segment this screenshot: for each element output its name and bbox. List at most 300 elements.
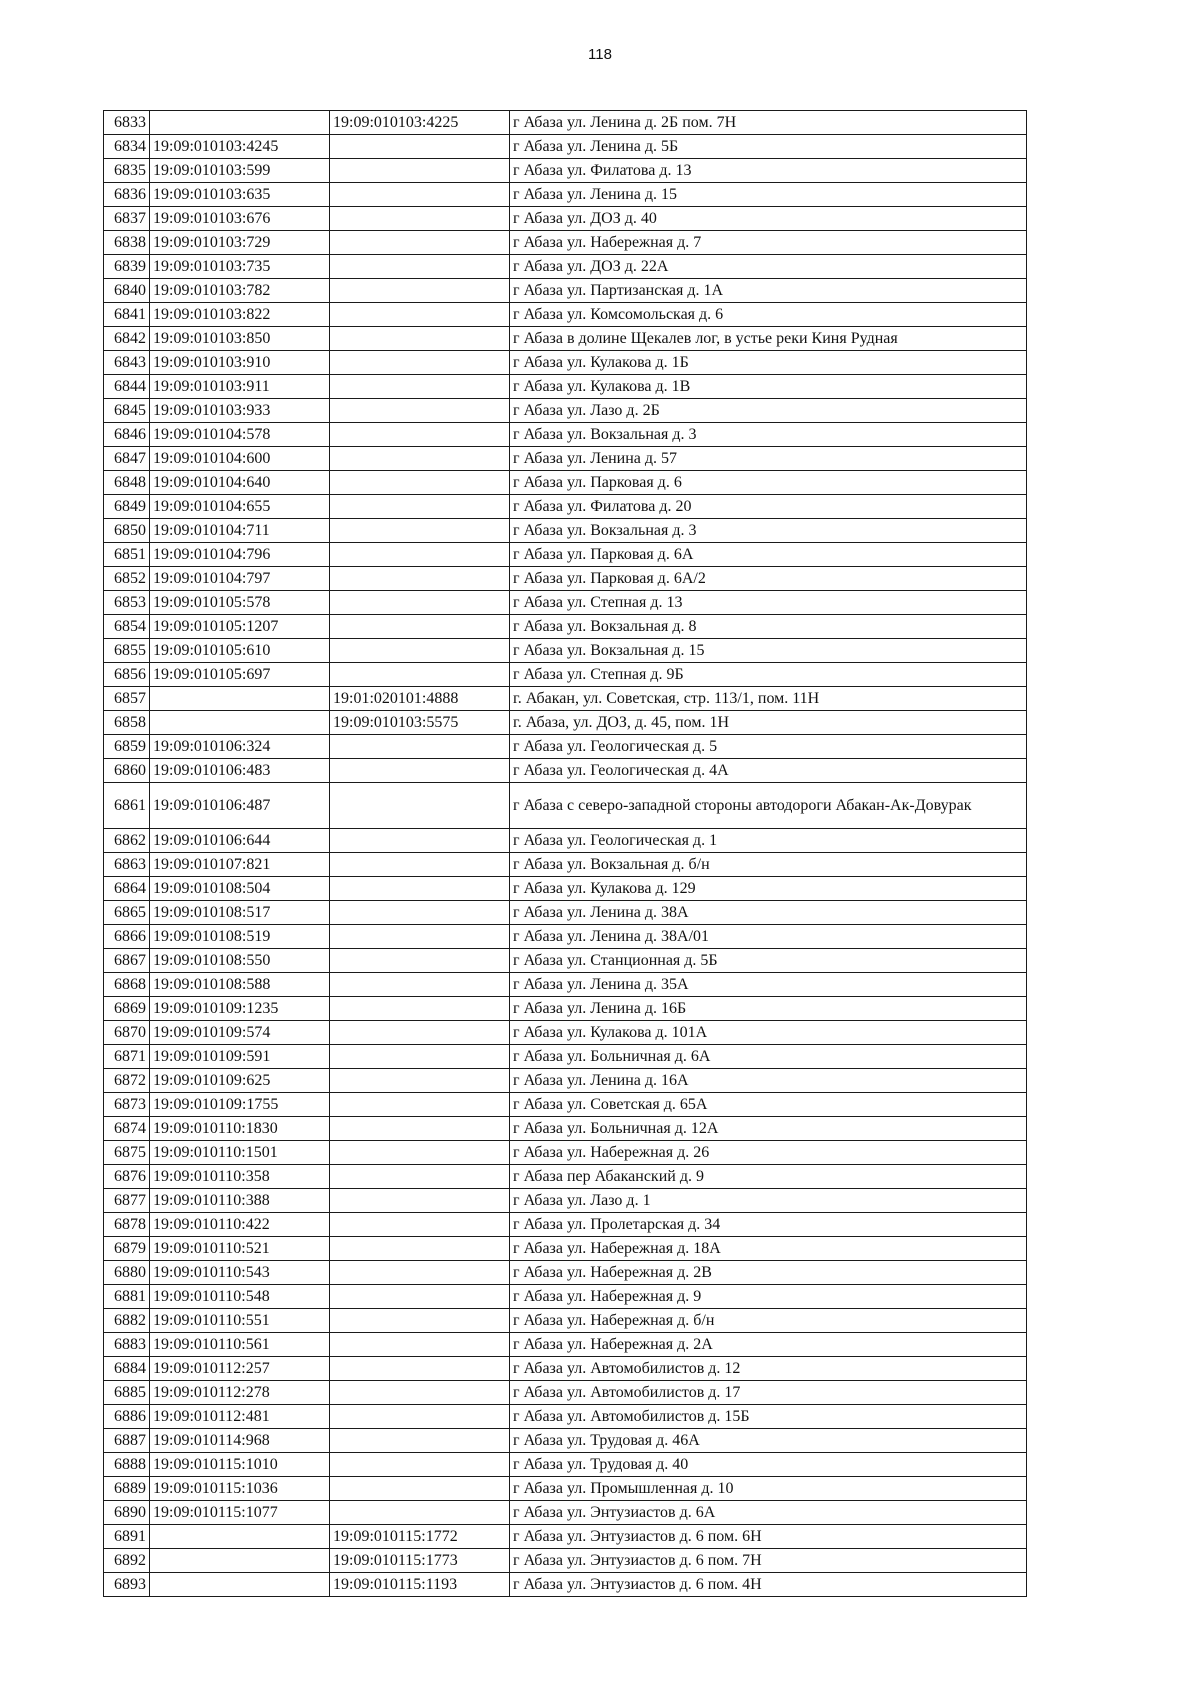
building-cadastral-number-cell	[330, 1333, 510, 1357]
land-cadastral-number-cell: 19:09:010109:574	[150, 1021, 330, 1045]
land-cadastral-number-cell: 19:09:010110:521	[150, 1237, 330, 1261]
land-cadastral-number-cell: 19:09:010104:655	[150, 495, 330, 519]
building-cadastral-number-cell	[330, 1117, 510, 1141]
address-cell: г Абаза ул. Набережная д. 9	[510, 1285, 1027, 1309]
table-row	[104, 351, 1027, 375]
address-cell: г Абаза ул. Кулакова д. 1Б	[510, 351, 1027, 375]
table-row	[104, 159, 1027, 183]
building-cadastral-number-cell	[330, 135, 510, 159]
building-cadastral-number-cell	[330, 783, 510, 829]
address-cell: г Абаза ул. Набережная д. 7	[510, 231, 1027, 255]
row-number-cell: 6866	[104, 925, 150, 949]
row-number-cell: 6876	[104, 1165, 150, 1189]
building-cadastral-number-cell	[330, 1309, 510, 1333]
land-cadastral-number-cell: 19:09:010105:697	[150, 663, 330, 687]
land-cadastral-number-cell: 19:09:010109:1235	[150, 997, 330, 1021]
address-cell: г Абаза ул. Автомобилистов д. 15Б	[510, 1405, 1027, 1429]
land-cadastral-number-cell: 19:09:010110:388	[150, 1189, 330, 1213]
address-cell: г Абаза ул. Геологическая д. 5	[510, 735, 1027, 759]
land-cadastral-number-cell: 19:09:010106:324	[150, 735, 330, 759]
building-cadastral-number-cell	[330, 303, 510, 327]
row-number-cell: 6892	[104, 1549, 150, 1573]
table-row	[104, 375, 1027, 399]
building-cadastral-number-cell	[330, 925, 510, 949]
building-cadastral-number-cell	[330, 183, 510, 207]
table-row	[104, 399, 1027, 423]
row-number-cell: 6868	[104, 973, 150, 997]
row-number-cell: 6870	[104, 1021, 150, 1045]
address-cell: г. Абаза, ул. ДОЗ, д. 45, пом. 1Н	[510, 711, 1027, 735]
table-row	[104, 1069, 1027, 1093]
building-cadastral-number-cell	[330, 1429, 510, 1453]
row-number-cell: 6857	[104, 687, 150, 711]
address-cell: г Абаза ул. Энтузиастов д. 6 пом. 6Н	[510, 1525, 1027, 1549]
page-number: 118	[588, 46, 612, 63]
building-cadastral-number-cell	[330, 1021, 510, 1045]
row-number-cell: 6860	[104, 759, 150, 783]
building-cadastral-number-cell	[330, 853, 510, 877]
row-number-cell: 6856	[104, 663, 150, 687]
registry-table-body	[104, 111, 1027, 1597]
land-cadastral-number-cell	[150, 711, 330, 735]
land-cadastral-number-cell: 19:09:010114:968	[150, 1429, 330, 1453]
address-cell: г Абаза ул. Автомобилистов д. 17	[510, 1381, 1027, 1405]
land-cadastral-number-cell: 19:09:010110:561	[150, 1333, 330, 1357]
address-cell: г Абаза ул. Вокзальная д. 3	[510, 519, 1027, 543]
building-cadastral-number-cell: 19:09:010103:4225	[330, 111, 510, 135]
building-cadastral-number-cell	[330, 255, 510, 279]
address-cell: г Абаза ул. Советская д. 65А	[510, 1093, 1027, 1117]
land-cadastral-number-cell: 19:09:010103:735	[150, 255, 330, 279]
table-row	[104, 543, 1027, 567]
row-number-cell: 6875	[104, 1141, 150, 1165]
table-row	[104, 1381, 1027, 1405]
table-row	[104, 207, 1027, 231]
land-cadastral-number-cell: 19:09:010112:257	[150, 1357, 330, 1381]
address-cell: г Абаза ул. Станционная д. 5Б	[510, 949, 1027, 973]
land-cadastral-number-cell: 19:09:010110:543	[150, 1261, 330, 1285]
building-cadastral-number-cell	[330, 829, 510, 853]
row-number-cell: 6848	[104, 471, 150, 495]
land-cadastral-number-cell: 19:09:010109:625	[150, 1069, 330, 1093]
land-cadastral-number-cell: 19:09:010103:599	[150, 159, 330, 183]
address-cell: г Абаза ул. Вокзальная д. 15	[510, 639, 1027, 663]
table-row	[104, 711, 1027, 735]
address-cell: г Абаза ул. Набережная д. 2В	[510, 1261, 1027, 1285]
building-cadastral-number-cell	[330, 207, 510, 231]
row-number-cell: 6853	[104, 591, 150, 615]
address-cell: г Абаза ул. Ленина д. 38А	[510, 901, 1027, 925]
row-number-cell: 6854	[104, 615, 150, 639]
address-cell: г Абаза ул. Парковая д. 6	[510, 471, 1027, 495]
land-cadastral-number-cell: 19:09:010104:797	[150, 567, 330, 591]
building-cadastral-number-cell	[330, 399, 510, 423]
row-number-cell: 6835	[104, 159, 150, 183]
land-cadastral-number-cell: 19:09:010109:591	[150, 1045, 330, 1069]
row-number-cell: 6847	[104, 447, 150, 471]
table-row	[104, 303, 1027, 327]
land-cadastral-number-cell: 19:09:010105:578	[150, 591, 330, 615]
table-row	[104, 759, 1027, 783]
land-cadastral-number-cell: 19:09:010103:911	[150, 375, 330, 399]
address-cell: г Абаза ул. Геологическая д. 1	[510, 829, 1027, 853]
row-number-cell: 6849	[104, 495, 150, 519]
table-row	[104, 591, 1027, 615]
land-cadastral-number-cell: 19:09:010112:278	[150, 1381, 330, 1405]
row-number-cell: 6882	[104, 1309, 150, 1333]
table-row	[104, 1237, 1027, 1261]
table-row	[104, 1045, 1027, 1069]
table-row	[104, 997, 1027, 1021]
table-row	[104, 1573, 1027, 1597]
row-number-cell: 6863	[104, 853, 150, 877]
building-cadastral-number-cell	[330, 1189, 510, 1213]
row-number-cell: 6885	[104, 1381, 150, 1405]
row-number-cell: 6833	[104, 111, 150, 135]
address-cell: г Абаза ул. Промышленная д. 10	[510, 1477, 1027, 1501]
table-row	[104, 447, 1027, 471]
land-cadastral-number-cell: 19:09:010103:850	[150, 327, 330, 351]
row-number-cell: 6844	[104, 375, 150, 399]
address-cell: г Абаза ул. Трудовая д. 46А	[510, 1429, 1027, 1453]
table-row	[104, 1453, 1027, 1477]
building-cadastral-number-cell	[330, 351, 510, 375]
row-number-cell: 6838	[104, 231, 150, 255]
row-number-cell: 6873	[104, 1093, 150, 1117]
row-number-cell: 6836	[104, 183, 150, 207]
land-cadastral-number-cell: 19:09:010108:588	[150, 973, 330, 997]
land-cadastral-number-cell: 19:09:010110:1501	[150, 1141, 330, 1165]
row-number-cell: 6891	[104, 1525, 150, 1549]
address-cell: г Абаза ул. Ленина д. 57	[510, 447, 1027, 471]
land-cadastral-number-cell: 19:09:010106:483	[150, 759, 330, 783]
table-row	[104, 663, 1027, 687]
row-number-cell: 6893	[104, 1573, 150, 1597]
address-cell: г Абаза ул. Вокзальная д. б/н	[510, 853, 1027, 877]
address-cell: г Абаза ул. Больничная д. 12А	[510, 1117, 1027, 1141]
address-cell: г Абаза ул. Вокзальная д. 3	[510, 423, 1027, 447]
table-row	[104, 255, 1027, 279]
row-number-cell: 6864	[104, 877, 150, 901]
table-row	[104, 519, 1027, 543]
row-number-cell: 6878	[104, 1213, 150, 1237]
building-cadastral-number-cell	[330, 1093, 510, 1117]
table-row	[104, 829, 1027, 853]
row-number-cell: 6834	[104, 135, 150, 159]
row-number-cell: 6877	[104, 1189, 150, 1213]
building-cadastral-number-cell	[330, 639, 510, 663]
land-cadastral-number-cell: 19:09:010110:422	[150, 1213, 330, 1237]
land-cadastral-number-cell: 19:09:010104:600	[150, 447, 330, 471]
address-cell: г Абаза ул. Лазо д. 2Б	[510, 399, 1027, 423]
address-cell: г Абаза ул. Кулакова д. 1В	[510, 375, 1027, 399]
building-cadastral-number-cell	[330, 973, 510, 997]
address-cell: г Абаза ул. Парковая д. 6А	[510, 543, 1027, 567]
row-number-cell: 6869	[104, 997, 150, 1021]
row-number-cell: 6855	[104, 639, 150, 663]
land-cadastral-number-cell: 19:09:010108:504	[150, 877, 330, 901]
table-row	[104, 1501, 1027, 1525]
table-row	[104, 1405, 1027, 1429]
building-cadastral-number-cell: 19:09:010115:1773	[330, 1549, 510, 1573]
address-cell: г Абаза ул. Ленина д. 5Б	[510, 135, 1027, 159]
address-cell: г Абаза ул. Ленина д. 16А	[510, 1069, 1027, 1093]
building-cadastral-number-cell	[330, 1285, 510, 1309]
building-cadastral-number-cell	[330, 615, 510, 639]
land-cadastral-number-cell: 19:09:010104:578	[150, 423, 330, 447]
address-cell: г Абаза ул. Степная д. 13	[510, 591, 1027, 615]
row-number-cell: 6888	[104, 1453, 150, 1477]
address-cell: г Абаза ул. ДОЗ д. 40	[510, 207, 1027, 231]
table-row	[104, 1093, 1027, 1117]
address-cell: г Абаза ул. Пролетарская д. 34	[510, 1213, 1027, 1237]
building-cadastral-number-cell	[330, 1501, 510, 1525]
row-number-cell: 6883	[104, 1333, 150, 1357]
address-cell: г Абаза ул. Партизанская д. 1А	[510, 279, 1027, 303]
address-cell: г. Абакан, ул. Советская, стр. 113/1, пом. 11Н	[510, 687, 1027, 711]
table-row	[104, 687, 1027, 711]
building-cadastral-number-cell	[330, 495, 510, 519]
row-number-cell: 6839	[104, 255, 150, 279]
address-cell: г Абаза ул. Больничная д. 6А	[510, 1045, 1027, 1069]
row-number-cell: 6846	[104, 423, 150, 447]
building-cadastral-number-cell	[330, 663, 510, 687]
table-row	[104, 111, 1027, 135]
table-row	[104, 1549, 1027, 1573]
building-cadastral-number-cell	[330, 1477, 510, 1501]
row-number-cell: 6858	[104, 711, 150, 735]
building-cadastral-number-cell	[330, 1357, 510, 1381]
building-cadastral-number-cell	[330, 759, 510, 783]
building-cadastral-number-cell	[330, 1141, 510, 1165]
row-number-cell: 6889	[104, 1477, 150, 1501]
land-cadastral-number-cell: 19:09:010103:822	[150, 303, 330, 327]
building-cadastral-number-cell	[330, 1453, 510, 1477]
address-cell: г Абаза ул. Трудовая д. 40	[510, 1453, 1027, 1477]
address-cell: г Абаза ул. Ленина д. 16Б	[510, 997, 1027, 1021]
row-number-cell: 6871	[104, 1045, 150, 1069]
row-number-cell: 6881	[104, 1285, 150, 1309]
table-row	[104, 877, 1027, 901]
row-number-cell: 6837	[104, 207, 150, 231]
table-row	[104, 1261, 1027, 1285]
land-cadastral-number-cell: 19:09:010104:640	[150, 471, 330, 495]
table-row	[104, 1141, 1027, 1165]
building-cadastral-number-cell	[330, 1261, 510, 1285]
address-cell: г Абаза ул. Ленина д. 15	[510, 183, 1027, 207]
table-row	[104, 853, 1027, 877]
land-cadastral-number-cell: 19:09:010103:4245	[150, 135, 330, 159]
land-cadastral-number-cell: 19:09:010108:517	[150, 901, 330, 925]
address-cell: г Абаза ул. Набережная д. 18А	[510, 1237, 1027, 1261]
address-cell: г Абаза ул. Кулакова д. 101А	[510, 1021, 1027, 1045]
land-cadastral-number-cell: 19:09:010108:550	[150, 949, 330, 973]
row-number-cell: 6880	[104, 1261, 150, 1285]
table-row	[104, 639, 1027, 663]
address-cell: г Абаза ул. Энтузиастов д. 6 пом. 7Н	[510, 1549, 1027, 1573]
table-row	[104, 1189, 1027, 1213]
table-row	[104, 1429, 1027, 1453]
building-cadastral-number-cell	[330, 471, 510, 495]
address-cell: г Абаза пер Абаканский д. 9	[510, 1165, 1027, 1189]
address-cell: г Абаза ул. Геологическая д. 4А	[510, 759, 1027, 783]
table-row	[104, 279, 1027, 303]
building-cadastral-number-cell	[330, 447, 510, 471]
table-row	[104, 423, 1027, 447]
row-number-cell: 6886	[104, 1405, 150, 1429]
row-number-cell: 6852	[104, 567, 150, 591]
row-number-cell: 6859	[104, 735, 150, 759]
address-cell: г Абаза ул. Кулакова д. 129	[510, 877, 1027, 901]
address-cell: г Абаза ул. Набережная д. 26	[510, 1141, 1027, 1165]
land-cadastral-number-cell: 19:09:010109:1755	[150, 1093, 330, 1117]
address-cell: г Абаза ул. Энтузиастов д. 6 пом. 4Н	[510, 1573, 1027, 1597]
table-row	[104, 495, 1027, 519]
row-number-cell: 6879	[104, 1237, 150, 1261]
address-cell: г Абаза в долине Щекалев лог, в устье реки Киня Рудная	[510, 327, 1027, 351]
row-number-cell: 6862	[104, 829, 150, 853]
land-cadastral-number-cell: 19:09:010103:729	[150, 231, 330, 255]
building-cadastral-number-cell: 19:09:010115:1193	[330, 1573, 510, 1597]
table-row	[104, 327, 1027, 351]
row-number-cell: 6874	[104, 1117, 150, 1141]
table-row	[104, 1213, 1027, 1237]
building-cadastral-number-cell	[330, 1213, 510, 1237]
table-row	[104, 471, 1027, 495]
table-row	[104, 735, 1027, 759]
land-cadastral-number-cell	[150, 1573, 330, 1597]
land-cadastral-number-cell: 19:09:010112:481	[150, 1405, 330, 1429]
address-cell: г Абаза ул. Филатова д. 13	[510, 159, 1027, 183]
building-cadastral-number-cell	[330, 1069, 510, 1093]
row-number-cell: 6845	[104, 399, 150, 423]
table-row	[104, 1525, 1027, 1549]
row-number-cell: 6840	[104, 279, 150, 303]
building-cadastral-number-cell	[330, 279, 510, 303]
table-row	[104, 615, 1027, 639]
row-number-cell: 6842	[104, 327, 150, 351]
address-cell: г Абаза ул. Набережная д. б/н	[510, 1309, 1027, 1333]
address-cell: г Абаза ул. Степная д. 9Б	[510, 663, 1027, 687]
table-row	[104, 1021, 1027, 1045]
land-cadastral-number-cell: 19:09:010106:487	[150, 783, 330, 829]
building-cadastral-number-cell	[330, 519, 510, 543]
address-cell: г Абаза ул. Вокзальная д. 8	[510, 615, 1027, 639]
land-cadastral-number-cell: 19:09:010115:1010	[150, 1453, 330, 1477]
row-number-cell: 6890	[104, 1501, 150, 1525]
land-cadastral-number-cell: 19:09:010103:910	[150, 351, 330, 375]
land-cadastral-number-cell	[150, 1549, 330, 1573]
land-cadastral-number-cell: 19:09:010115:1077	[150, 1501, 330, 1525]
land-cadastral-number-cell: 19:09:010103:782	[150, 279, 330, 303]
row-number-cell: 6872	[104, 1069, 150, 1093]
row-number-cell: 6841	[104, 303, 150, 327]
land-cadastral-number-cell: 19:09:010103:676	[150, 207, 330, 231]
address-cell: г Абаза ул. Ленина д. 35А	[510, 973, 1027, 997]
table-row	[104, 1285, 1027, 1309]
land-cadastral-number-cell: 19:09:010105:1207	[150, 615, 330, 639]
land-cadastral-number-cell: 19:09:010107:821	[150, 853, 330, 877]
row-number-cell: 6861	[104, 783, 150, 829]
table-row	[104, 949, 1027, 973]
table-row	[104, 1117, 1027, 1141]
building-cadastral-number-cell	[330, 1237, 510, 1261]
registry-table	[103, 110, 1027, 1597]
address-cell: г Абаза ул. ДОЗ д. 22А	[510, 255, 1027, 279]
land-cadastral-number-cell: 19:09:010104:796	[150, 543, 330, 567]
row-number-cell: 6867	[104, 949, 150, 973]
land-cadastral-number-cell: 19:09:010106:644	[150, 829, 330, 853]
table-row	[104, 1333, 1027, 1357]
building-cadastral-number-cell	[330, 877, 510, 901]
table-row	[104, 135, 1027, 159]
row-number-cell: 6850	[104, 519, 150, 543]
address-cell: г Абаза ул. Ленина д. 38А/01	[510, 925, 1027, 949]
land-cadastral-number-cell	[150, 1525, 330, 1549]
address-cell: г Абаза ул. Филатова д. 20	[510, 495, 1027, 519]
building-cadastral-number-cell	[330, 901, 510, 925]
land-cadastral-number-cell: 19:09:010108:519	[150, 925, 330, 949]
land-cadastral-number-cell: 19:09:010110:358	[150, 1165, 330, 1189]
land-cadastral-number-cell: 19:09:010110:1830	[150, 1117, 330, 1141]
building-cadastral-number-cell	[330, 949, 510, 973]
building-cadastral-number-cell	[330, 231, 510, 255]
row-number-cell: 6843	[104, 351, 150, 375]
building-cadastral-number-cell	[330, 1405, 510, 1429]
building-cadastral-number-cell: 19:09:010115:1772	[330, 1525, 510, 1549]
address-cell: г Абаза ул. Набережная д. 2А	[510, 1333, 1027, 1357]
row-number-cell: 6865	[104, 901, 150, 925]
row-number-cell: 6851	[104, 543, 150, 567]
address-cell: г Абаза ул. Ленина д. 2Б пом. 7Н	[510, 111, 1027, 135]
building-cadastral-number-cell	[330, 543, 510, 567]
building-cadastral-number-cell	[330, 1165, 510, 1189]
land-cadastral-number-cell: 19:09:010110:551	[150, 1309, 330, 1333]
table-row	[104, 567, 1027, 591]
land-cadastral-number-cell: 19:09:010115:1036	[150, 1477, 330, 1501]
table-row	[104, 783, 1027, 829]
address-cell: г Абаза ул. Лазо д. 1	[510, 1189, 1027, 1213]
table-row	[104, 1309, 1027, 1333]
building-cadastral-number-cell: 19:01:020101:4888	[330, 687, 510, 711]
building-cadastral-number-cell	[330, 997, 510, 1021]
building-cadastral-number-cell	[330, 375, 510, 399]
address-cell: г Абаза ул. Парковая д. 6А/2	[510, 567, 1027, 591]
address-cell: г Абаза с северо-западной стороны автодороги Абакан-Ак-Довурак	[510, 783, 1027, 829]
building-cadastral-number-cell	[330, 567, 510, 591]
land-cadastral-number-cell	[150, 111, 330, 135]
building-cadastral-number-cell	[330, 591, 510, 615]
building-cadastral-number-cell	[330, 1381, 510, 1405]
address-cell: г Абаза ул. Комсомольская д. 6	[510, 303, 1027, 327]
address-cell: г Абаза ул. Энтузиастов д. 6А	[510, 1501, 1027, 1525]
building-cadastral-number-cell	[330, 327, 510, 351]
building-cadastral-number-cell: 19:09:010103:5575	[330, 711, 510, 735]
address-cell: г Абаза ул. Автомобилистов д. 12	[510, 1357, 1027, 1381]
land-cadastral-number-cell: 19:09:010103:635	[150, 183, 330, 207]
table-row	[104, 231, 1027, 255]
building-cadastral-number-cell	[330, 1045, 510, 1069]
land-cadastral-number-cell: 19:09:010103:933	[150, 399, 330, 423]
land-cadastral-number-cell	[150, 687, 330, 711]
land-cadastral-number-cell: 19:09:010110:548	[150, 1285, 330, 1309]
table-row	[104, 1477, 1027, 1501]
land-cadastral-number-cell: 19:09:010105:610	[150, 639, 330, 663]
building-cadastral-number-cell	[330, 735, 510, 759]
building-cadastral-number-cell	[330, 423, 510, 447]
building-cadastral-number-cell	[330, 159, 510, 183]
table-row	[104, 183, 1027, 207]
